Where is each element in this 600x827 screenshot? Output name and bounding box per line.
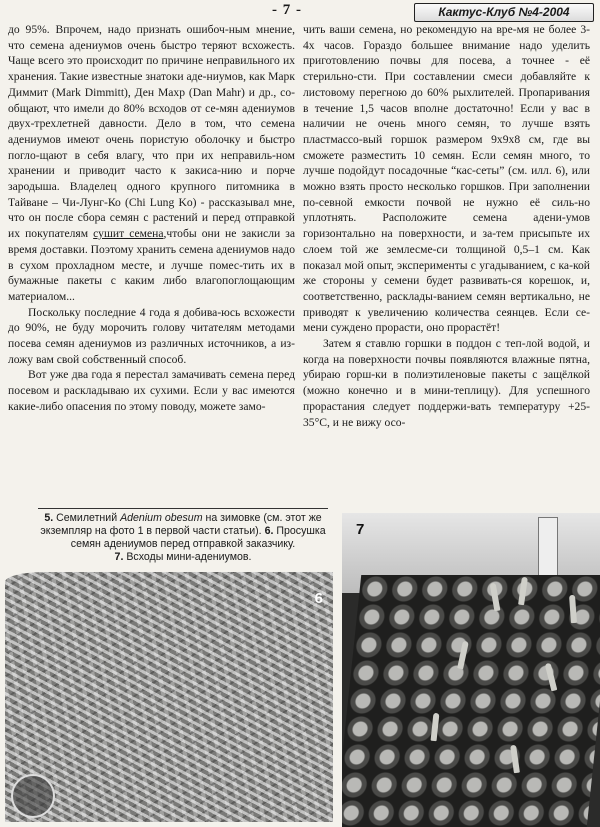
left-paragraph-2: Поскольку последние 4 года я добива-юсь всхожести до 90%, не буду морочить голову читателям методами посева семян адениумов из различных источников, а из-ложу вам свой собственный способ. xyxy=(8,305,295,366)
plant-label-tag xyxy=(538,517,558,581)
figure-caption xyxy=(38,508,328,564)
photo-drying-seeds xyxy=(5,572,333,822)
underlined-phrase: сушит семена xyxy=(93,227,164,241)
left-paragraph-1: до 95%. Впрочем, надо признать ошибоч-ным мнение, что семена адениумов очень быстро теряют всхожесть. Чаще всего это происходит по причине неправильного их хранения. Такие известные знатоки аде-ниумов, как Марк Диммит (Mark Dimmitt), Ден Махр (Dan Mahr) и др., со-общают, что имели до 80% всходов от се-мян адениумов двух-трехлетней давности. Дело в том, что семена адениумов имеют очень пористую оболочку и быстро погло-щают в себя влагу, что при их неправиль-ном хранении и приводит часто к закиса-нию и порче зародыша. Владелец одного крупного питомника в Тайване – Чи-Лунг-Ко (Chi Lung Ko) - рассказывал мне, что он после сбора семян с растений и перед отправкой их покупателям сушит семена,чтобы они не закисли за время доставки. Поэтому хранить семена адениумов надо в сухом прохладном месте, и лучше помес-тить их в бумажные пакеты с каким либо влагопоглощающим материалом... xyxy=(8,23,296,303)
seedling-cassette-tray xyxy=(342,575,600,827)
photo-6-label: 6 xyxy=(314,590,323,607)
photo-7-label: 7 xyxy=(356,521,365,538)
photo-seedlings-tray xyxy=(342,513,600,827)
journal-title-badge: Кактус-Клуб №4-2004 xyxy=(414,3,594,22)
page-header xyxy=(0,0,600,22)
right-paragraph-1: чить ваши семена, но рекомендую на вре-мя не более 3-4х часов. Гораздо большее внимание надо уделить приготовлению почвы для посева, а точнее - её стерильно-сти. При составлении смеси добавляйте к листовому перегною до 60% рыхлителей. Пропаривания в течение 1,5 часов вполне достаточно! Если у вас в наличии не очень много семян, то лучше взять пластмассо-вый горшок размером 9х9х8 см, где вы сможете разместить 10 семян. Если семян много, то лучше подойдут посадочные “кас-сеты” (см. илл. 6), или можно взять просто несколько горшков. При заполнении по-севной емкости почвой не нужно её силь-но уплотнять. Расположите семена адени-умов горизонтально на поверхности, и за-тем присыпьте их слоем той же землесме-си толщиной 0,5–1 см. Как показал мой опыт, эксперименты с угадыванием, с ка-кой же стороны у семени будет развивать-ся корешок, и, соответственно, расклады-ванием семян вертикально, не приводят к увеличению количества сеянцев. Если се-мени суждено прорасти, оно прорастёт! xyxy=(303,23,590,335)
left-column xyxy=(8,22,295,415)
left-paragraph-3: Вот уже два года я перестал замачивать семена перед посевом и раскладываю их сухими. Если у вас имеются какие-либо опасения по этому поводу, можете замо- xyxy=(8,368,295,413)
caption-item-7: 7. Всходы мини-адениумов. xyxy=(114,551,252,563)
page-number: - 7 - xyxy=(272,2,302,18)
right-paragraph-2: Затем я ставлю горшки в поддон с теп-лой водой, и когда на поверхности почвы появляются влажные пятна, убираю горш-ки в полиэтиленовые пакеты с защёлкой (можно конечно и в мини-теплицу). Для успешного прорастания следует поддержи-вать температуру +25-35°С, и не вижу осо- xyxy=(303,337,590,429)
right-column xyxy=(303,22,590,430)
caption-item-5: 5. Семилетний Adenium obesum на зимовке (см. этот же экземпляр на фото 1 в первой части статьи). 6. Просушка семян адениумов перед отправкой заказчику. xyxy=(40,512,326,550)
club-stamp-logo xyxy=(11,774,55,818)
